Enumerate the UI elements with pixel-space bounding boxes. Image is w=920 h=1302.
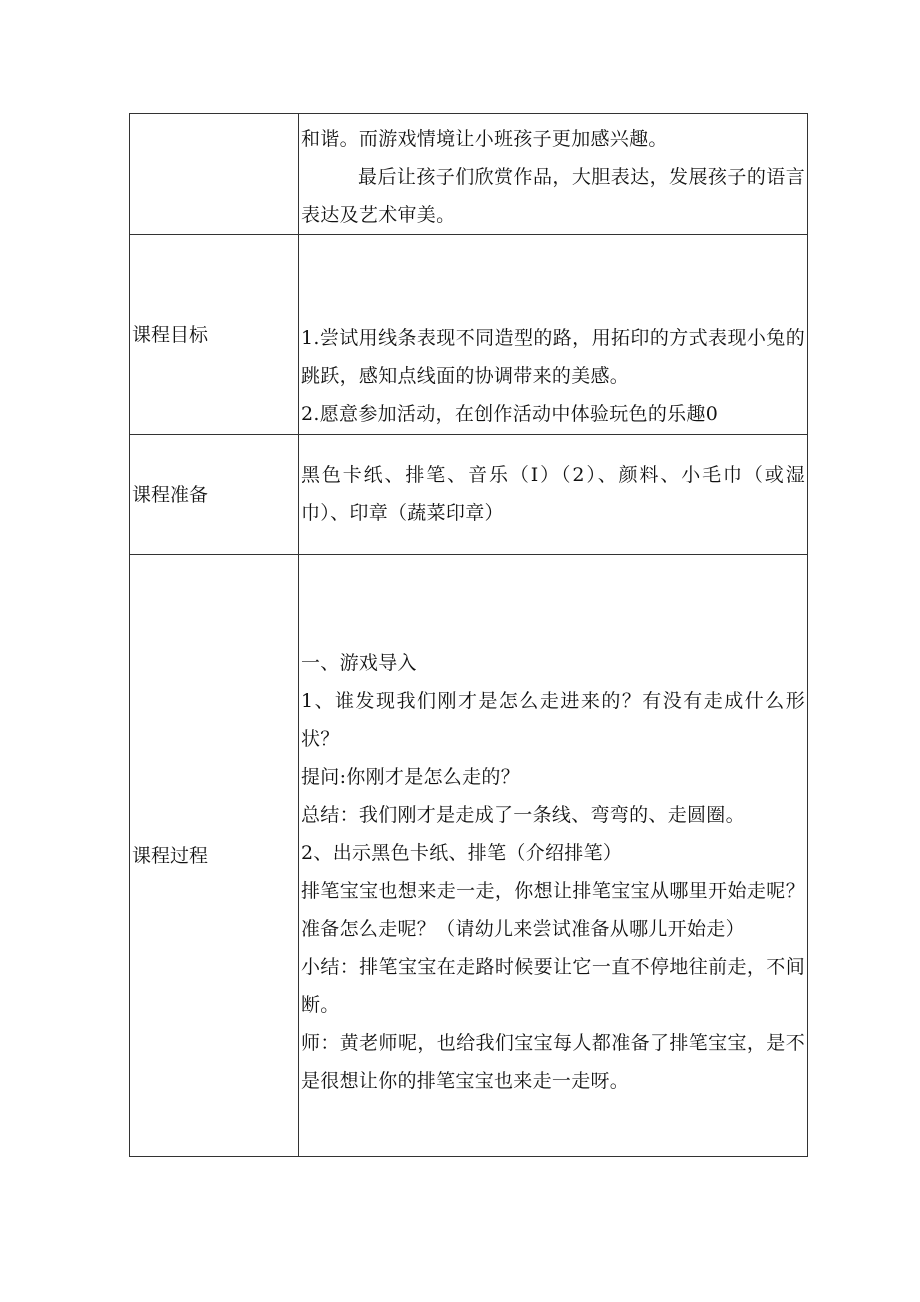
content-paragraph: 和谐。而游戏情境让小班孩子更加感兴趣。 [301,128,668,150]
row-label-cell [130,114,299,235]
process-paragraph: 小结：排笔宝宝在走路时候要让它一直不停地往前走，不间断。 [301,956,805,1016]
row-content-cell [299,435,808,555]
table-row-intro [130,114,808,235]
lesson-plan-table [129,113,808,1157]
preparation-text: 黑色卡纸、排笔、音乐（I）（2）、颜料、小毛巾（或湿巾）、印章（蔬菜印章） [301,464,805,524]
row-label-preparation: 课程准备 [132,483,209,506]
row-content-cell [299,555,808,1157]
table-row-preparation [130,435,808,555]
row-label-cell [130,435,299,555]
process-paragraph: 一、游戏导入 [301,652,417,674]
row-label-goals: 课程目标 [132,323,209,346]
process-paragraph: 1、谁发现我们刚才是怎么走进来的？有没有走成什么形状？ [301,690,805,750]
process-paragraph: 提问:你刚才是怎么走的？ [301,766,521,788]
row-label-cell [130,235,299,435]
process-paragraph: 2、出示黑色卡纸、排笔（介绍排笔） [301,842,623,864]
goal-item: 2.愿意参加活动，在创作活动中体验玩色的乐趣0 [301,403,719,425]
table-row-goals [130,235,808,435]
row-content-cell [299,235,808,435]
process-paragraph: 排笔宝宝也想来走一走，你想让排笔宝宝从哪里开始走呢？准备怎么走呢？（请幼儿来尝试准备从哪儿开始走） [301,880,805,940]
table-row-process [130,555,808,1157]
process-paragraph: 师：黄老师呢，也给我们宝宝每人都准备了排笔宝宝，是不是很想让你的排笔宝宝也来走一走呀。 [301,1032,805,1092]
row-content-cell [299,114,808,235]
process-paragraph: 总结：我们刚才是走成了一条线、弯弯的、走圆圈。 [301,804,745,826]
row-label-cell [130,555,299,1157]
goal-item: 1.尝试用线条表现不同造型的路，用拓印的方式表现小兔的跳跃，感知点线面的协调带来的美感。 [301,327,805,387]
content-paragraph: 最后让孩子们欣赏作品，大胆表达，发展孩子的语言表达及艺术审美。 [301,166,805,226]
row-label-process: 课程过程 [132,844,209,867]
